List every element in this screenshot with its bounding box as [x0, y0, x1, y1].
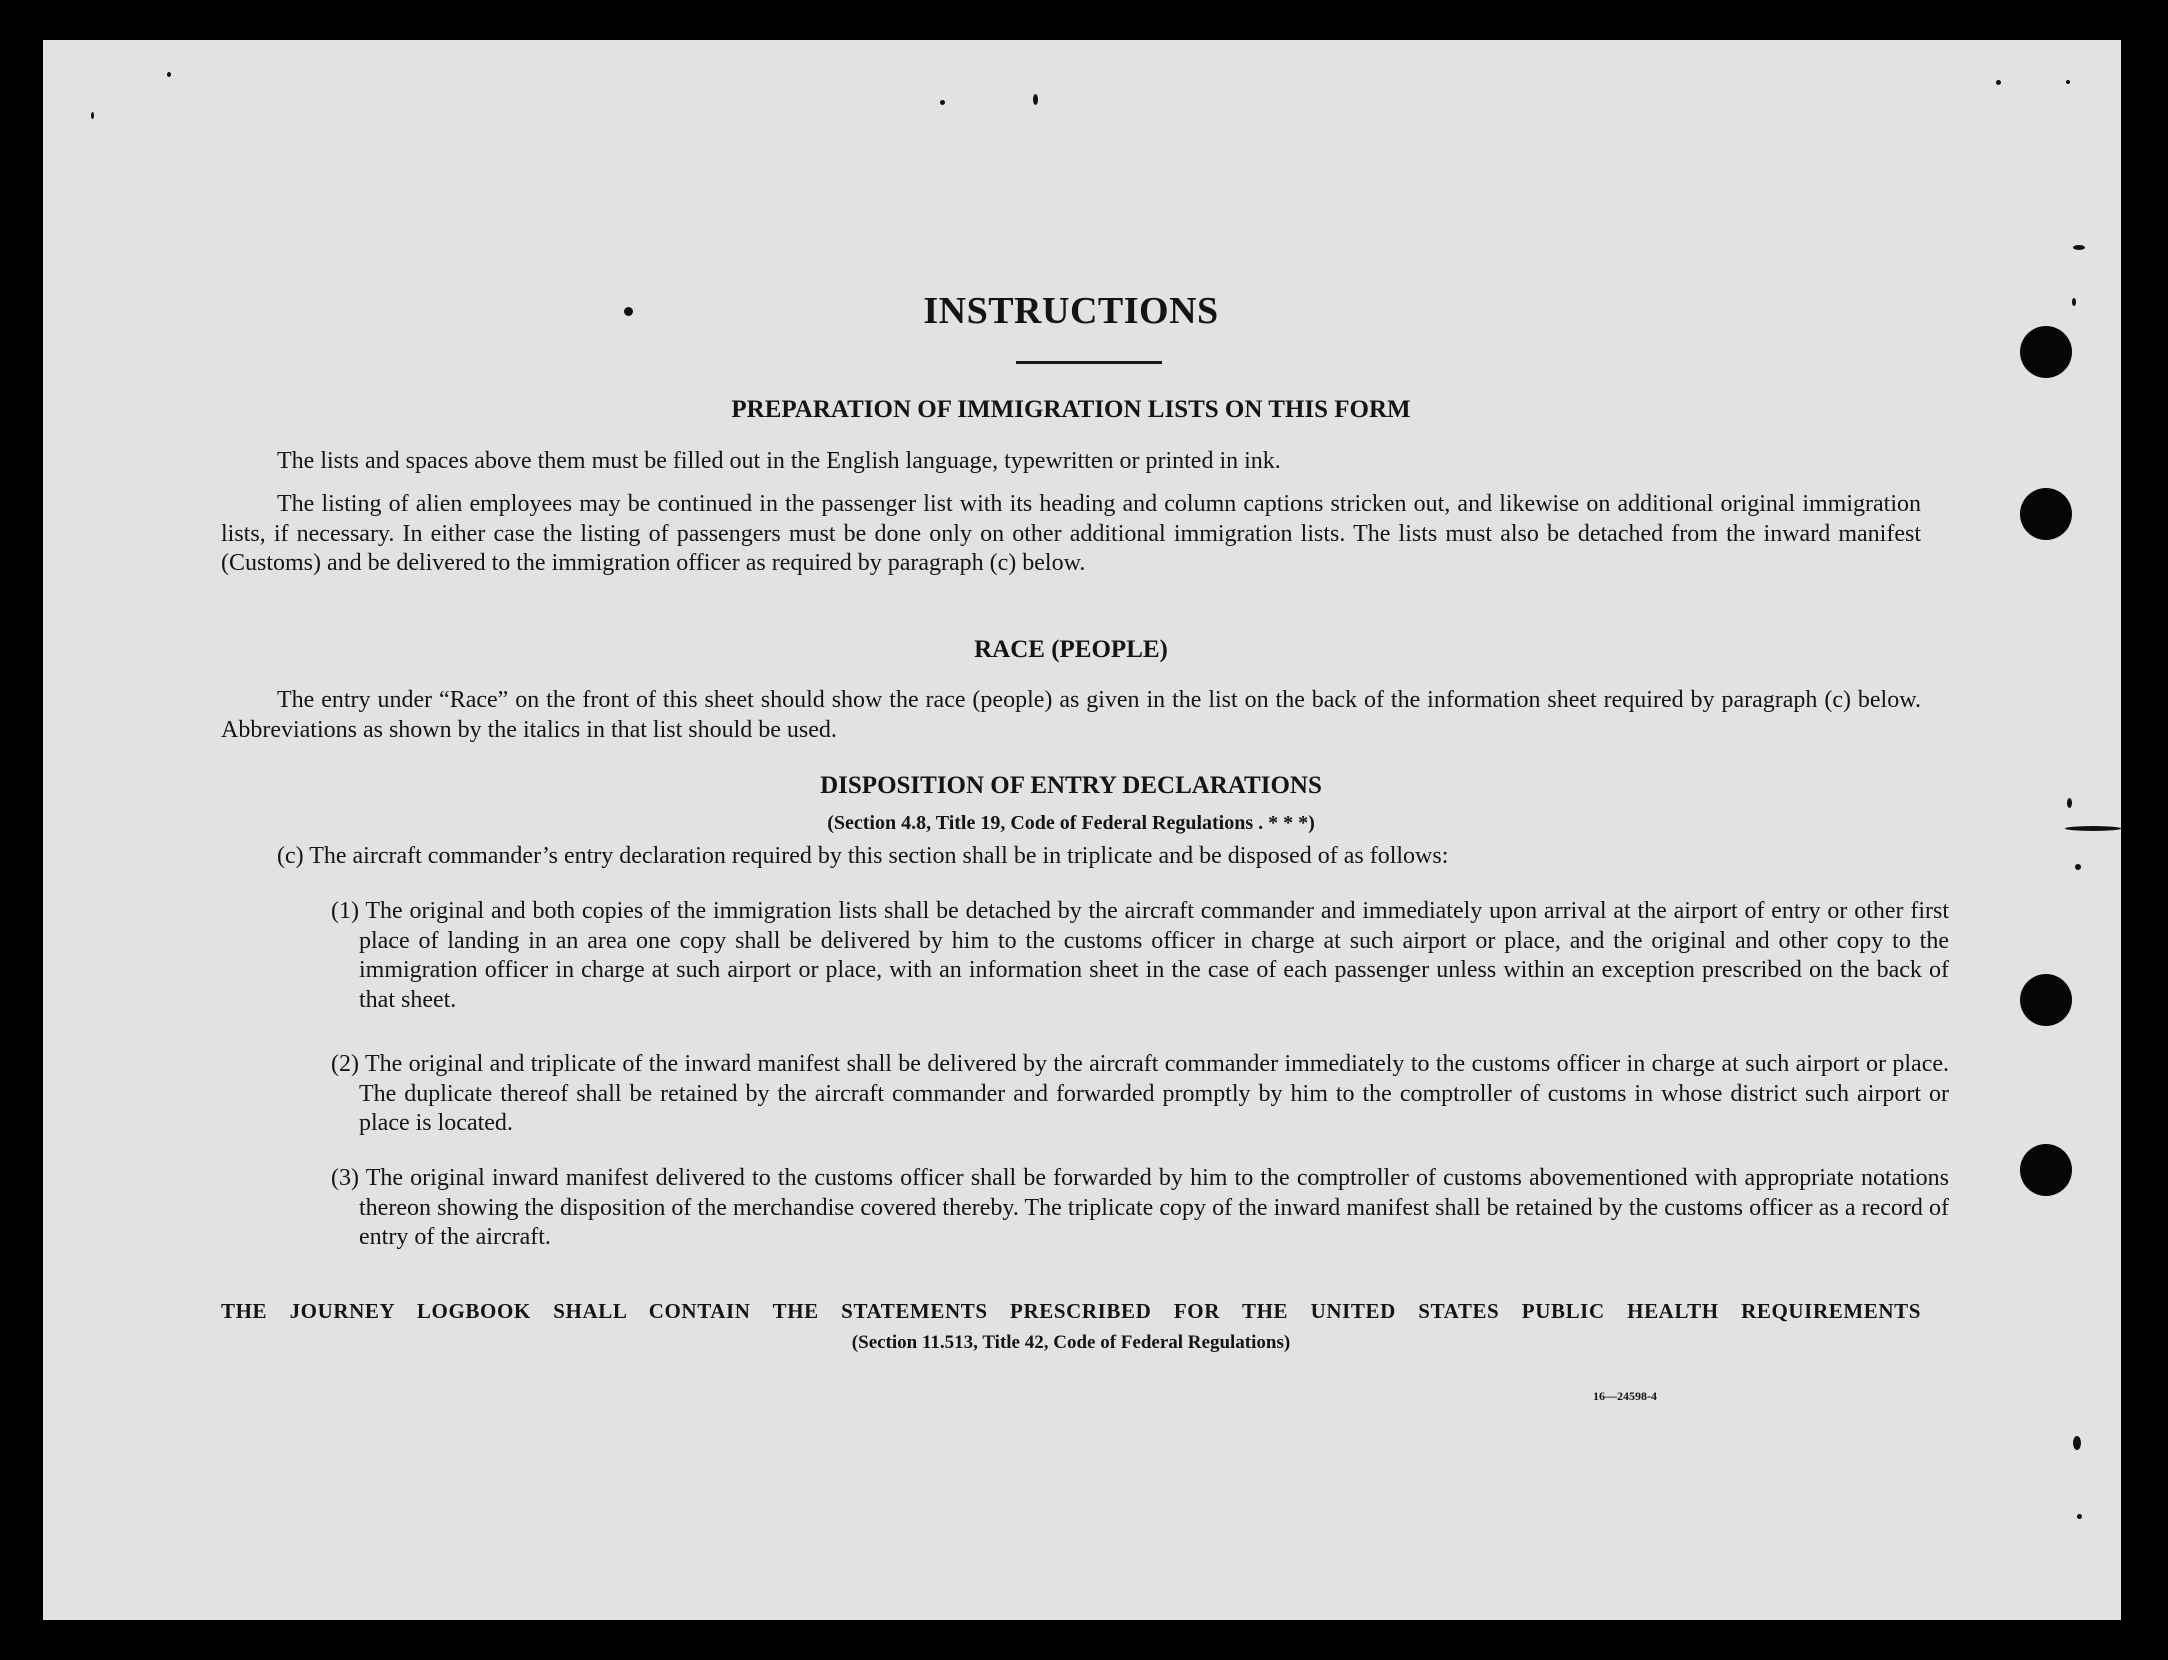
scan-speck	[2073, 1436, 2081, 1450]
scan-speck	[940, 100, 945, 105]
page-title: INSTRUCTIONS	[923, 290, 1219, 332]
paragraph-c-intro: (c) The aircraft commander’s entry declaration required by this section shall be in triplicate and be disposed of as follows:	[277, 843, 1449, 869]
document-sheet	[43, 40, 2121, 1620]
title-underline	[1016, 361, 1162, 364]
list-item-3: (3) The original inward manifest delivered to the customs officer shall be forwarded by him to the comptroller of customs abovementioned with appropriate notations thereon showing the disposition of the merchandise covered thereby. The triplicate copy of the inward manifest shall be retained by the customs officer as a record of entry of the aircraft.	[331, 1165, 1949, 1250]
punch-hole	[2020, 1144, 2072, 1196]
scan-speck	[2073, 245, 2085, 250]
list-item-2: (2) The original and triplicate of the inward manifest shall be delivered by the aircraft commander immediately to the customs officer in charge at such airport or place. The duplicate thereof shall be retained by the aircraft commander and forwarded promptly by him to the comptroller of customs in whose district such airport or place is located.	[331, 1051, 1949, 1136]
scan-speck	[2072, 298, 2076, 306]
section-heading-preparation: PREPARATION OF IMMIGRATION LISTS ON THIS FORM	[731, 396, 1411, 423]
section-heading-disposition: DISPOSITION OF ENTRY DECLARATIONS	[820, 772, 1322, 799]
scan-speck	[1033, 94, 1038, 105]
punch-hole	[2020, 488, 2072, 540]
scan-speck	[1996, 80, 2001, 85]
paragraph-race: The entry under “Race” on the front of this sheet should show the race (people) as given in the list on the back of the information sheet required by paragraph (c) below. Abbreviations as shown by the italics in that list should be used.	[221, 687, 1921, 743]
footer-statement: THE JOURNEY LOGBOOK SHALL CONTAIN THE STATEMENTS PRESCRIBED FOR THE UNITED STATES PUBLIC HEALTH REQUIREMENTS	[221, 1299, 1921, 1323]
footer-citation: (Section 11.513, Title 42, Code of Federal Regulations)	[851, 1332, 1291, 1353]
list-item-1: (1) The original and both copies of the immigration lists shall be detached by the aircraft commander and immediately upon arrival at the airport of entry or other first place of landing in an area one copy shall be delivered by him to the customs officer in charge at such airport or place, and the original and other copy to the immigration officer in charge at such airport or place, with an information sheet in the case of each passenger unless within an exception prescribed on the back of that sheet.	[331, 898, 1949, 1013]
paragraph-language: The lists and spaces above them must be filled out in the English language, typewritten or printed in ink.	[277, 448, 1281, 474]
scan-speck	[2077, 1514, 2082, 1519]
scan-speck	[2075, 864, 2081, 870]
paragraph-alien-employees: The listing of alien employees may be continued in the passenger list with its heading and column captions stricken out, and likewise on additional original immigration lists, if necessary. In either case the listing of passengers must be done only on other additional immigration lists. The lists must also be detached from the inward manifest (Customs) and be delivered to the immigration officer as required by paragraph (c) below.	[221, 491, 1921, 576]
form-number: 16—24598-4	[1593, 1389, 1657, 1403]
scan-speck	[2065, 826, 2121, 831]
scan-speck	[2066, 80, 2070, 84]
punch-hole	[2020, 974, 2072, 1026]
citation-section-4-8: (Section 4.8, Title 19, Code of Federal Regulations . * * *)	[827, 812, 1315, 834]
scan-speck	[2067, 798, 2072, 808]
section-heading-race: RACE (PEOPLE)	[974, 636, 1168, 663]
scan-speck	[167, 72, 171, 77]
punch-hole	[2020, 326, 2072, 378]
scan-speck	[91, 112, 94, 119]
